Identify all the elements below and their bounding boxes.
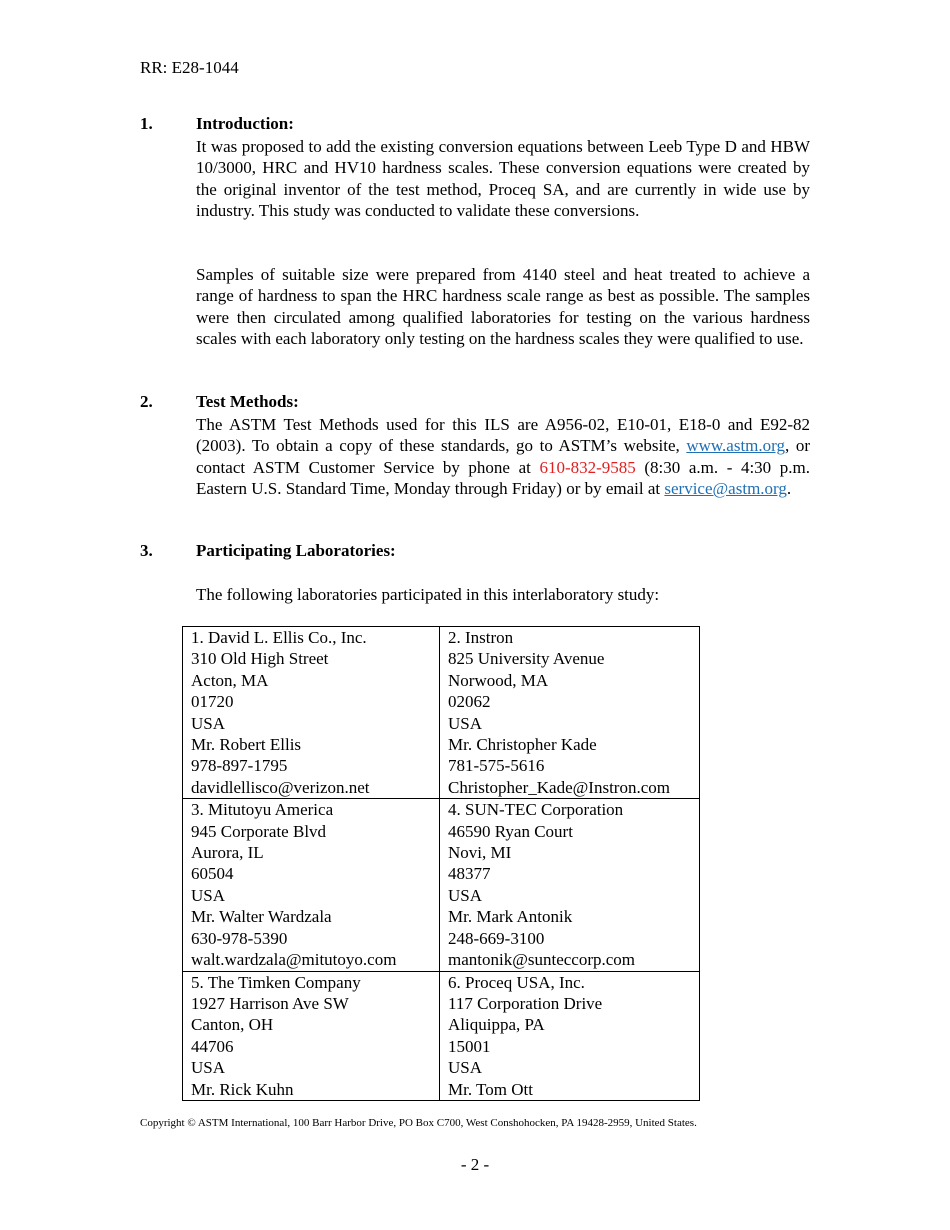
- lab-line: 781-575-5616: [448, 756, 545, 776]
- service-email-link[interactable]: service@astm.org: [664, 479, 787, 499]
- intro-paragraph-1: It was proposed to add the existing conversion equations between Leeb Type D and HBW 10/3000, HRC and HV10 hardness scales. These conversion equations were created by the original inventor of the test method, Proceq SA, and are currently in wide use by industry. This study was conducted to validate these conversions.: [196, 137, 810, 221]
- lab-line: 6. Proceq USA, Inc.: [448, 972, 585, 992]
- lab-line: 48377: [448, 864, 491, 884]
- section-heading: Introduction:: [196, 114, 294, 133]
- lab-line: Acton, MA: [191, 670, 269, 690]
- lab-line: 117 Corporation Drive: [448, 993, 603, 1013]
- methods-text-a: The ASTM Test Methods used for this ILS are A956-02, E10-01, E18-0 and E92-82 (2003). To obtain a copy of these standards, go to ASTM’s website,: [196, 415, 810, 456]
- lab-line: USA: [448, 713, 483, 733]
- lab-line: 5. The Timken Company: [191, 972, 361, 992]
- lab-line: Mr. Robert Ellis: [191, 735, 302, 755]
- report-id: RR: E28-1044: [140, 58, 239, 77]
- section-number: 2.: [140, 392, 153, 411]
- lab-line: 46590 Ryan Court: [448, 821, 573, 841]
- lab-line: 4. SUN-TEC Corporation: [448, 800, 624, 820]
- lab-line: USA: [191, 885, 226, 905]
- methods-paragraph: [196, 414, 810, 500]
- lab-line: 978-897-1795: [191, 756, 288, 776]
- lab-line: 825 University Avenue: [448, 649, 605, 669]
- lab-cell-3: [183, 799, 440, 971]
- lab-line: Christopher_Kade@Instron.com: [448, 777, 670, 797]
- lab-line: Norwood, MA: [448, 670, 549, 690]
- lab-line: Novi, MI: [448, 843, 512, 863]
- section-number: 3.: [140, 541, 153, 560]
- astm-website-link[interactable]: www.astm.org: [686, 436, 786, 456]
- lab-line: Mr. Rick Kuhn: [191, 1079, 294, 1099]
- lab-line: Mr. Walter Wardzala: [191, 907, 332, 927]
- lab-line: Canton, OH: [191, 1015, 274, 1035]
- lab-line: 1. David L. Ellis Co., Inc.: [191, 628, 367, 647]
- lab-line: 60504: [191, 864, 234, 884]
- lab-line: 01720: [191, 692, 234, 712]
- lab-line: 310 Old High Street: [191, 649, 329, 669]
- lab-line: USA: [191, 1058, 226, 1078]
- section-heading: Test Methods:: [196, 392, 299, 411]
- lab-line: Mr. Mark Antonik: [448, 907, 573, 927]
- lab-line: 945 Corporate Blvd: [191, 821, 327, 841]
- table-row: [183, 627, 700, 799]
- lab-cell-6: [440, 971, 700, 1100]
- lab-line: mantonik@sunteccorp.com: [448, 950, 636, 970]
- lab-line: 15001: [448, 1036, 491, 1056]
- lab-line: Aurora, IL: [191, 843, 264, 863]
- lab-line: 02062: [448, 692, 491, 712]
- lab-cell-1: [183, 627, 440, 799]
- table-row: [183, 971, 700, 1100]
- section-number: 1.: [140, 114, 153, 133]
- lab-line: 248-669-3100: [448, 928, 545, 948]
- lab-line: 3. Mitutoyu America: [191, 800, 334, 820]
- laboratories-table: [182, 626, 700, 1101]
- lab-cell-2: [440, 627, 700, 799]
- page-number: - 2 -: [460, 1155, 490, 1174]
- copyright-notice: Copyright © ASTM International, 100 Barr Harbor Drive, PO Box C700, West Conshohocken, PA 19428-2959, United States.: [140, 1117, 697, 1129]
- lab-line: USA: [191, 713, 226, 733]
- lab-line: walt.wardzala@mitutoyo.com: [191, 950, 397, 970]
- lab-line: USA: [448, 1058, 483, 1078]
- lab-line: USA: [448, 885, 483, 905]
- lab-line: Mr. Christopher Kade: [448, 735, 597, 755]
- lab-line: 630-978-5390: [191, 928, 288, 948]
- methods-text-c: (8:30 a.m. - 4:30 p.m. Eastern U.S. Standard Time, Monday through Friday) or by email at: [196, 457, 810, 499]
- lab-line: Aliquippa, PA: [448, 1015, 545, 1035]
- lab-cell-5: [183, 971, 440, 1100]
- customer-service-phone: 610-832-9585: [539, 457, 636, 477]
- labs-intro: The following laboratories participated in this interlaboratory study:: [196, 585, 660, 604]
- methods-text-b: , or contact ASTM Customer Service by phone at: [196, 436, 810, 477]
- lab-line: Mr. Tom Ott: [448, 1079, 533, 1099]
- lab-line: 44706: [191, 1036, 234, 1056]
- lab-cell-4: [440, 799, 700, 971]
- lab-line: 2. Instron: [448, 628, 514, 647]
- section-heading: Participating Laboratories:: [196, 541, 396, 560]
- lab-line: davidlellisco@verizon.net: [191, 777, 370, 797]
- lab-line: 1927 Harrison Ave SW: [191, 993, 349, 1013]
- methods-text-d: .: [786, 479, 792, 499]
- intro-paragraph-2: Samples of suitable size were prepared from 4140 steel and heat treated to achieve a range of hardness to span the HRC hardness scale range as best as possible. The samples were then circulated among qualified laboratories for testing on the various hardness scales with each laboratory only testing on the hardness scales they were qualified to use.: [196, 265, 810, 349]
- table-row: [183, 799, 700, 971]
